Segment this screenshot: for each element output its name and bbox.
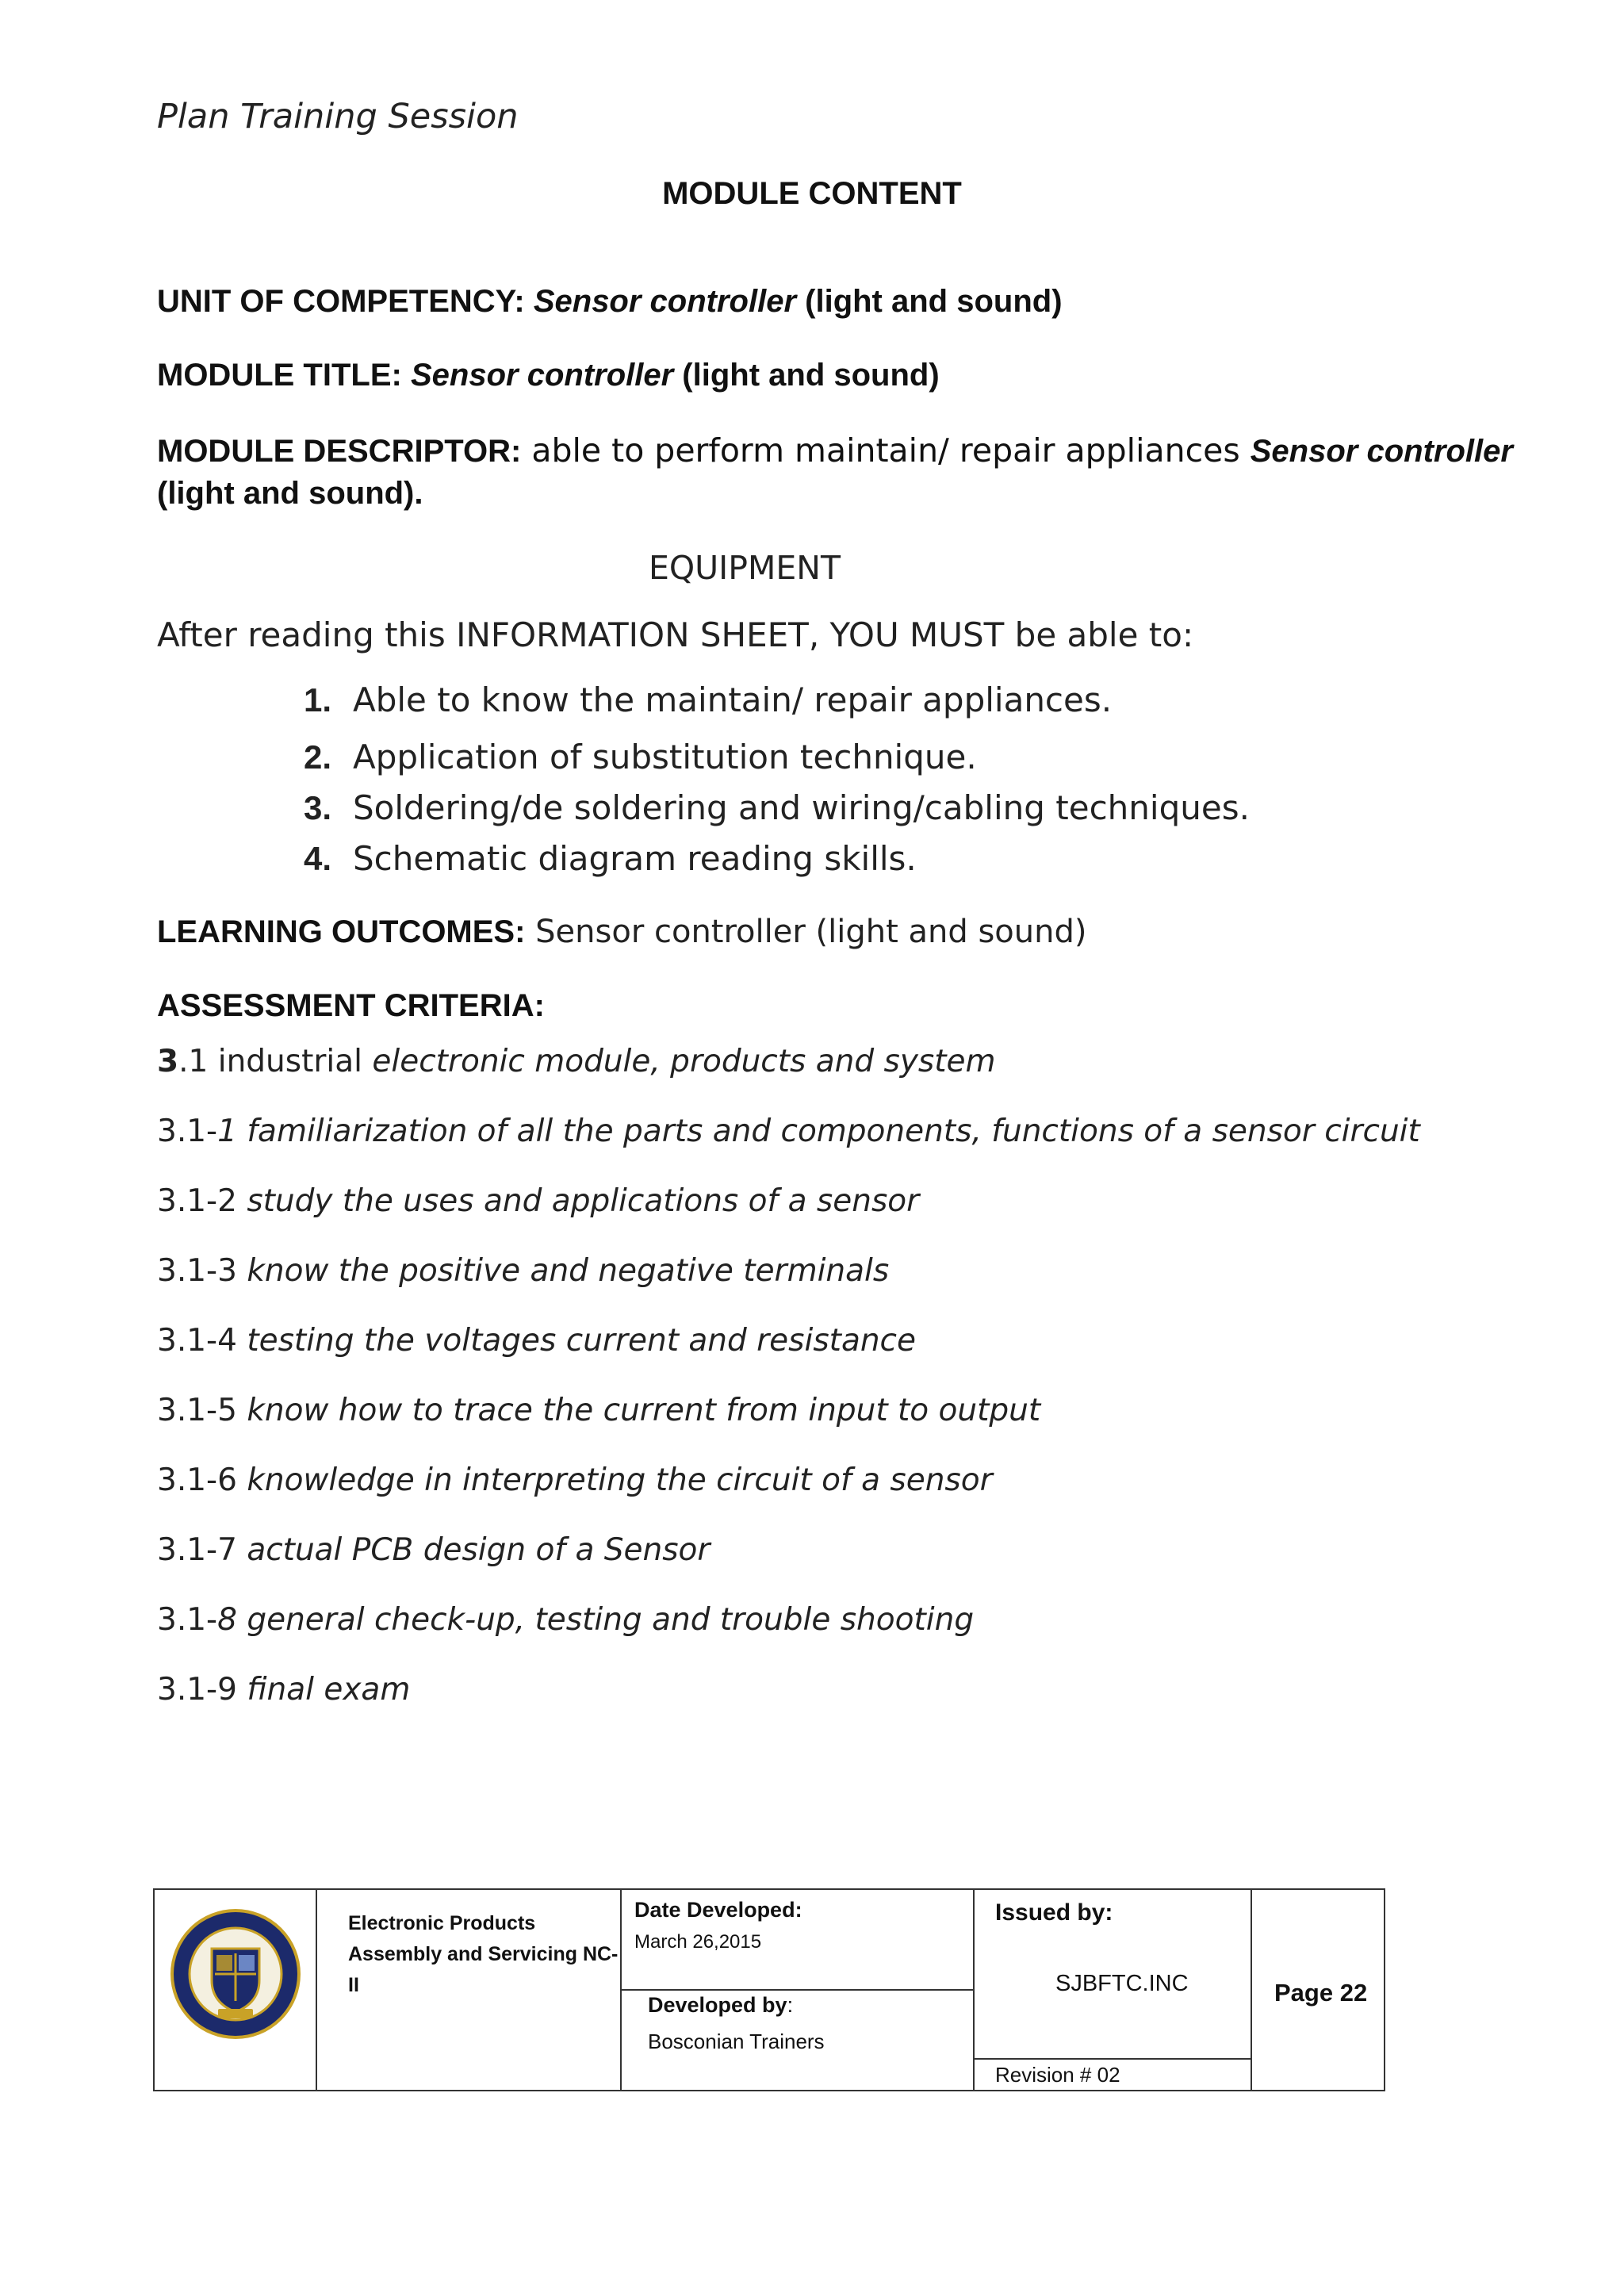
- criteria-text: study the uses and applications of a sensor: [247, 1183, 920, 1219]
- learning-outcomes-value: Sensor controller (light and sound): [535, 914, 1087, 950]
- revision-number: Revision # 02: [995, 2063, 1120, 2087]
- criteria-code: 3.1-5: [157, 1393, 247, 1428]
- program-line-2: Assembly and Servicing NC-: [348, 1943, 619, 1965]
- criteria-code-bold: 3: [157, 1044, 179, 1079]
- criteria-code: 3.1-: [157, 1114, 218, 1149]
- criteria-text: know how to trace the current from input to output: [247, 1393, 1041, 1428]
- footer-divider: [1251, 1890, 1252, 2090]
- module-descriptor-label: MODULE DESCRIPTOR:: [157, 434, 522, 469]
- page-header-title: Plan Training Session: [157, 97, 519, 136]
- objective-item: [304, 788, 1250, 827]
- criteria-item: [157, 1323, 916, 1359]
- program-line-3: II: [348, 1974, 359, 1996]
- module-content-heading: MODULE CONTENT: [662, 176, 962, 211]
- program-line-1: Electronic Products: [348, 1912, 536, 1934]
- objective-text: Application of substitution technique.: [353, 738, 977, 776]
- page-number: Page 22: [1274, 1979, 1368, 2007]
- criteria-item: [157, 1672, 410, 1708]
- unit-of-competency-italic: Sensor controller: [533, 284, 797, 319]
- developed-by-value: Bosconian Trainers: [648, 2030, 825, 2053]
- criteria-text: electronic module, products and system: [372, 1044, 996, 1079]
- footer-divider: [620, 1989, 973, 1991]
- objective-text: Able to know the maintain/ repair appliances.: [353, 680, 1113, 719]
- objective-number: 2.: [304, 738, 332, 776]
- criteria-item: [157, 1532, 710, 1568]
- module-descriptor-line2: [157, 476, 423, 512]
- developed-by-colon: :: [787, 1993, 794, 2017]
- developed-by: [648, 1993, 793, 2018]
- objective-number: 4.: [304, 840, 332, 877]
- criteria-code: 3.1-9: [157, 1672, 247, 1708]
- criteria-item: [157, 1183, 919, 1219]
- criteria-code: 3.1-: [157, 1602, 218, 1638]
- criteria-text: final exam: [247, 1672, 411, 1708]
- footer-divider: [973, 2058, 1251, 2060]
- module-descriptor-italic: Sensor controller: [1250, 434, 1513, 469]
- unit-of-competency-rest: (light and sound): [796, 284, 1063, 319]
- objective-item: [304, 680, 1112, 719]
- objective-item: [304, 839, 917, 878]
- module-descriptor: [157, 431, 1513, 470]
- criteria-item: [157, 1602, 974, 1638]
- objective-text: Schematic diagram reading skills.: [353, 839, 917, 878]
- issued-by-label: Issued by:: [995, 1899, 1113, 1926]
- criteria-text: testing the voltages current and resistance: [247, 1323, 916, 1359]
- issued-by-value: SJBFTC.INC: [1055, 1971, 1189, 1996]
- equipment-heading: EQUIPMENT: [649, 549, 841, 587]
- criteria-text: know the positive and negative terminals: [247, 1253, 890, 1289]
- objective-item: [304, 738, 977, 776]
- assessment-criteria-heading: ASSESSMENT CRITERIA:: [157, 988, 545, 1023]
- module-descriptor-line2-text: (light and sound).: [157, 476, 423, 511]
- module-title-rest: (light and sound): [673, 358, 940, 393]
- criteria-code: 3.1-6: [157, 1462, 247, 1498]
- criteria-item: [157, 1044, 996, 1079]
- module-descriptor-text: able to perform maintain/ repair appliances: [521, 431, 1251, 470]
- criteria-code: .1 industrial: [178, 1044, 373, 1079]
- criteria-text: knowledge in interpreting the circuit of a sensor: [247, 1462, 993, 1498]
- module-title-label: MODULE TITLE:: [157, 358, 402, 393]
- intro-text: After reading this INFORMATION SHEET, YOU MUST be able to:: [157, 615, 1194, 654]
- criteria-item: [157, 1393, 1040, 1428]
- criteria-item: [157, 1114, 1420, 1149]
- criteria-code: 3.1-4: [157, 1323, 247, 1359]
- unit-of-competency: [157, 284, 1063, 320]
- date-developed-label: Date Developed:: [634, 1898, 802, 1922]
- learning-outcomes: [157, 914, 1086, 950]
- criteria-code: 3.1-3: [157, 1253, 247, 1289]
- criteria-text: 1 familiarization of all the parts and components, functions of a sensor circuit: [217, 1114, 1420, 1149]
- criteria-code: 3.1-2: [157, 1183, 247, 1219]
- unit-of-competency-label: UNIT OF COMPETENCY:: [157, 284, 525, 319]
- module-title: [157, 358, 940, 393]
- footer-divider: [973, 1890, 975, 2090]
- training-center-logo: [169, 1907, 302, 2041]
- footer-divider: [316, 1890, 317, 2090]
- criteria-text: actual PCB design of a Sensor: [247, 1532, 710, 1568]
- objective-number: 3.: [304, 789, 332, 826]
- objective-number: 1.: [304, 681, 332, 719]
- criteria-item: [157, 1462, 993, 1498]
- learning-outcomes-label: LEARNING OUTCOMES:: [157, 914, 526, 949]
- developed-by-label: Developed by: [648, 1993, 787, 2017]
- objective-text: Soldering/de soldering and wiring/cabling techniques.: [353, 788, 1250, 827]
- criteria-item: [157, 1253, 889, 1289]
- criteria-code: 3.1-7: [157, 1532, 247, 1568]
- criteria-text: 8 general check-up, testing and trouble shooting: [217, 1602, 975, 1638]
- date-developed-value: March 26,2015: [634, 1931, 762, 1953]
- footer-table: [153, 1888, 1385, 2091]
- module-title-italic: Sensor controller: [410, 358, 674, 393]
